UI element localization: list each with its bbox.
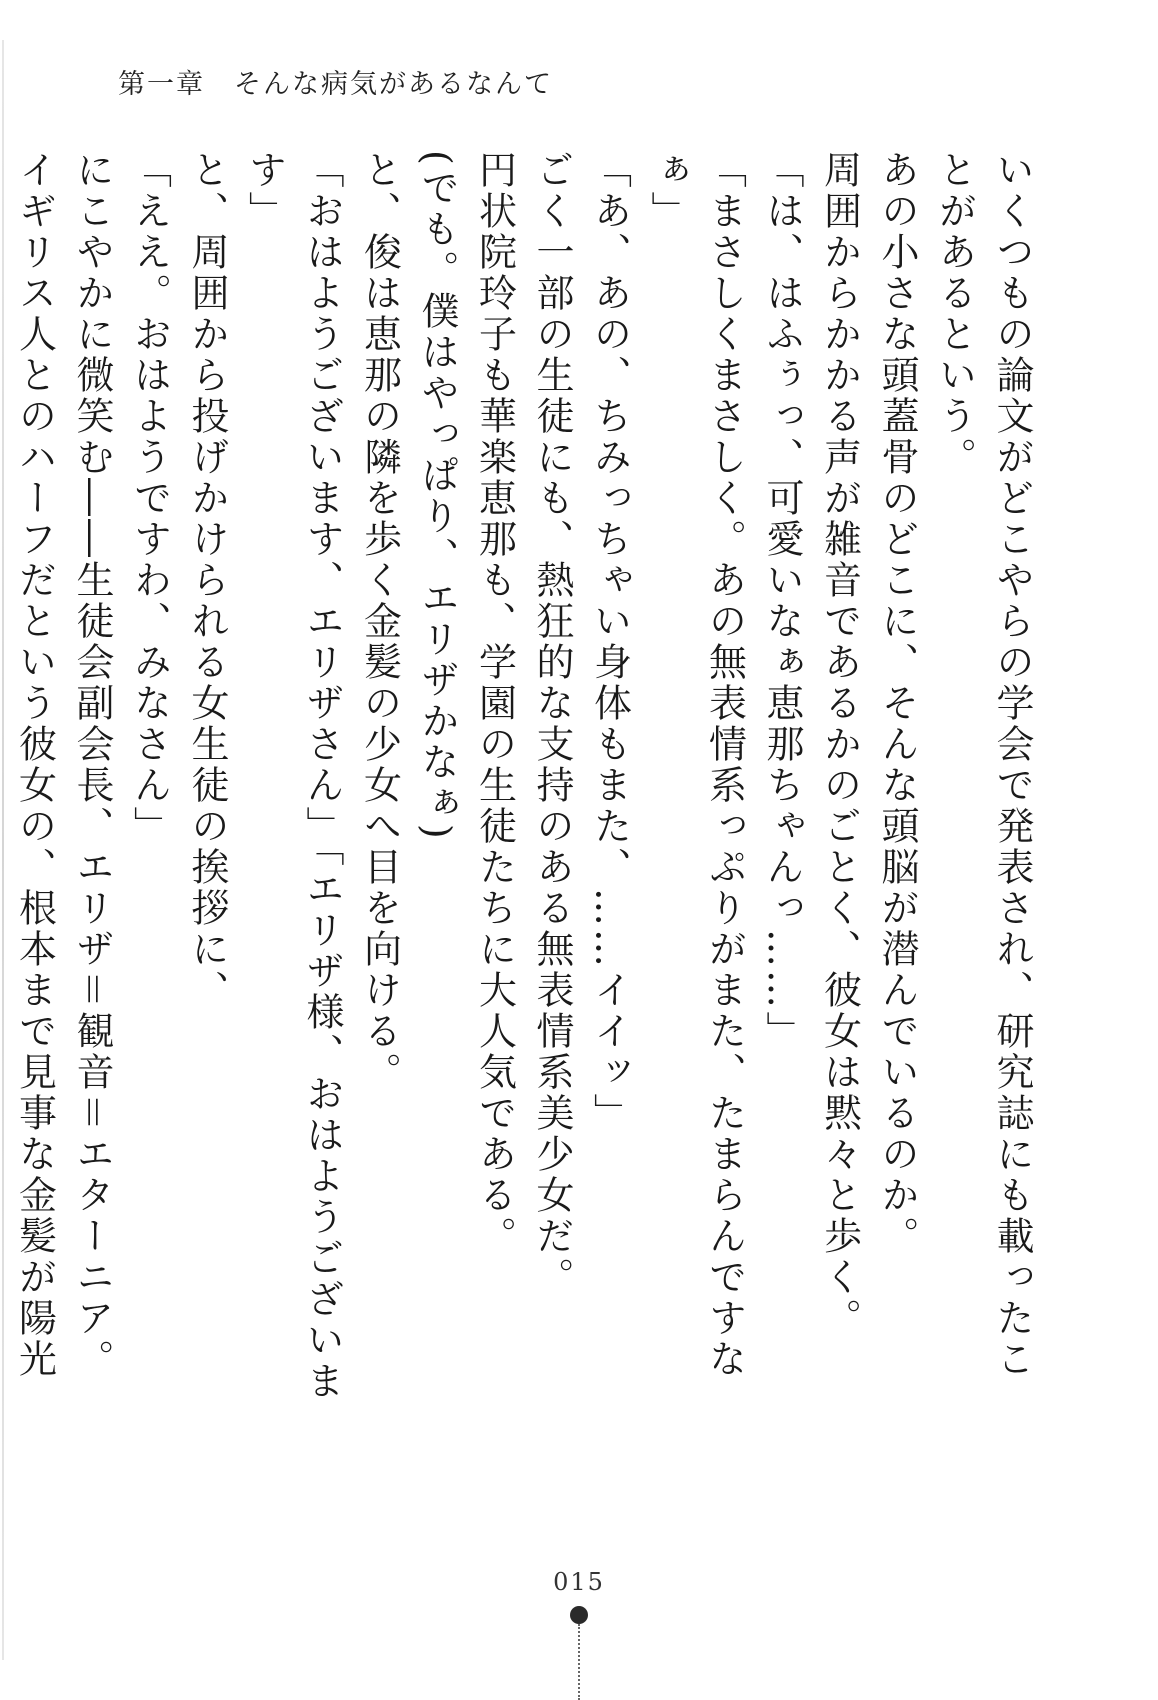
page-number: 015 [553,1568,605,1596]
text-line: 「ええ。おはようですわ、みなさん」 [127,150,172,847]
text-line: にこやかに微笑む――生徒会副会長、エリザ＝観音＝エターニア。 [70,150,114,1381]
text-line: イギリス人とのハーフだという彼女の、根本まで見事な金髪が陽光 [12,150,57,1380]
folio-dotted-stem [578,1624,580,1700]
text-line: 「あ、あの、ちみっちゃい身体もまた、……イイッ」 [587,150,632,1134]
text-line: いくつもの論文がどこやらの学会で発表され、研究誌にも載ったことがあるという。 [932,150,1034,1380]
vertical-body-text [12,150,1040,1420]
chapter-running-header: 第一章 そんな病気があるなんて [118,69,553,100]
text-line: (でも。僕はやっぱり、エリザかなぁ) [415,150,459,842]
folio-dot [570,1606,588,1624]
text-line: ごく一部の生徒にも、熱狂的な支持のある無表情系美少女だ。 [530,150,574,1298]
text-line: と、周囲から投げかけられる女生徒の挨拶に、 [185,150,229,1011]
folio-ornament-icon [570,1606,588,1700]
text-line: 周囲からかかる声が雑音であるかのごとく、彼女は黙々と歩く。 [817,150,862,1339]
text-line: 「は、はふぅっ、可愛いなぁ恵那ちゃんっ……」 [760,150,804,1052]
text-line: 「まさしくまさしく。あの無表情系っぷりがまた、たまらんですなぁ」 [645,150,747,1380]
text-line: と、俊は恵那の隣を歩く金髪の少女へ目を向ける。 [357,150,402,1093]
text-line: 「おはようございます、エリザさん」「エリザ様、おはようございます」 [242,150,344,1402]
text-line: あの小さな頭蓋骨のどこに、そんな頭脳が潜んでいるのか。 [875,150,919,1257]
text-line: 円状院玲子も華楽恵那も、学園の生徒たちに大人気である。 [472,150,517,1257]
